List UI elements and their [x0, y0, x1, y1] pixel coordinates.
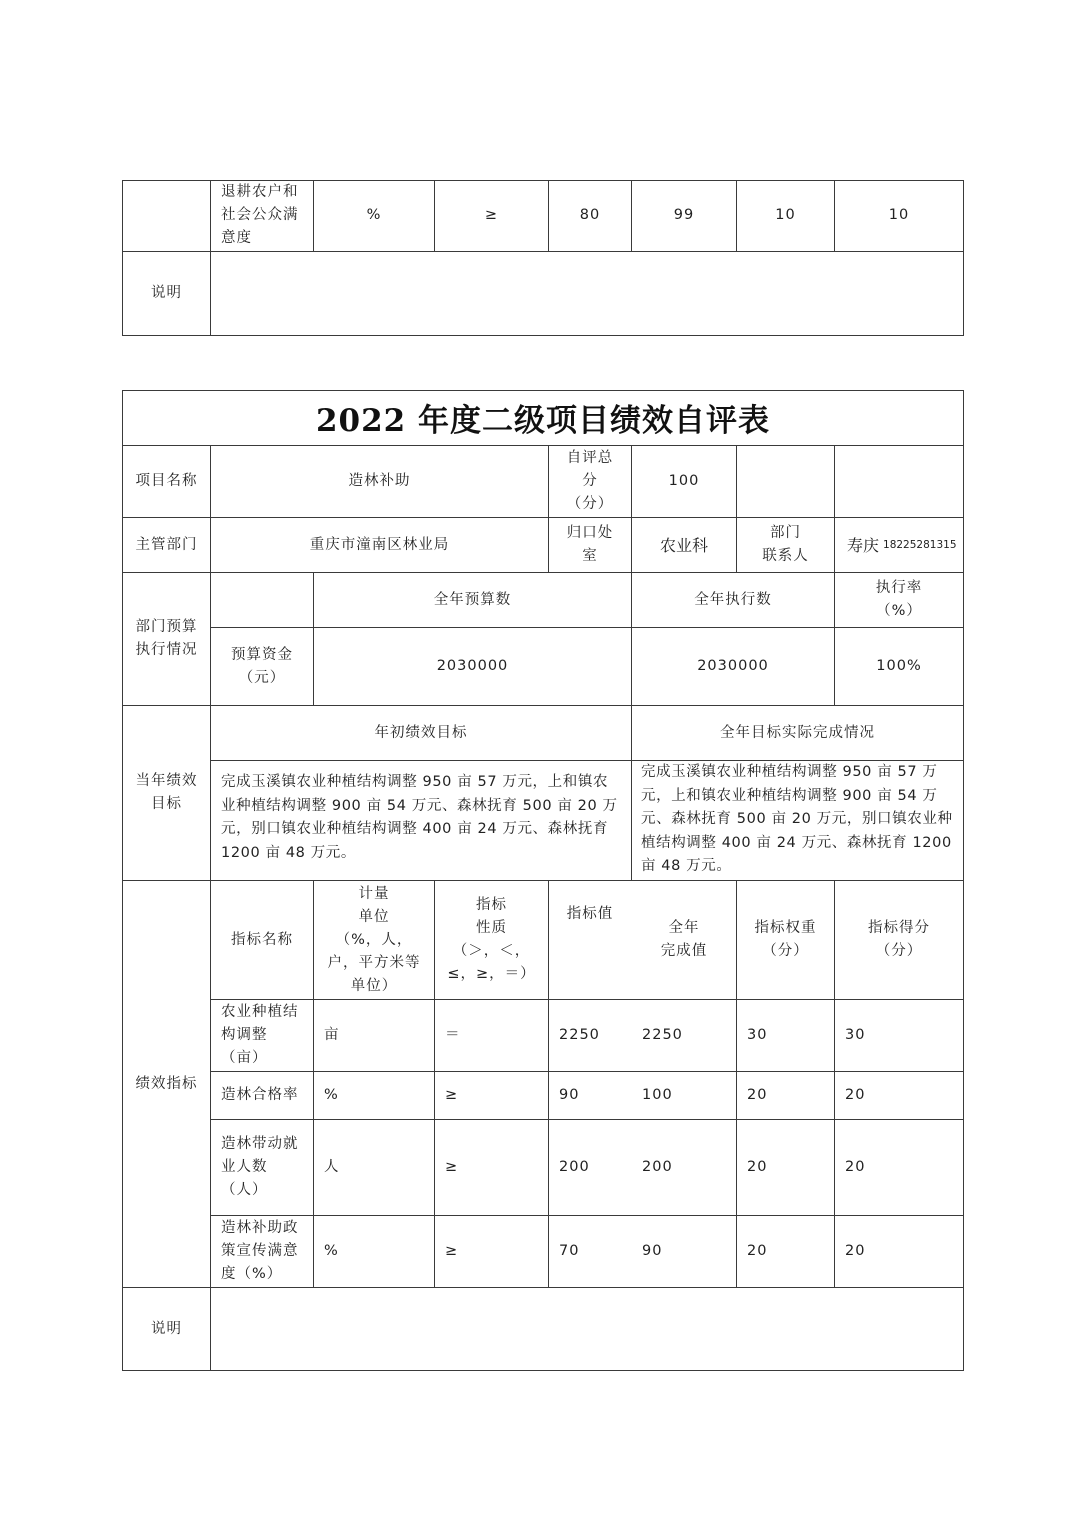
contact-cell [835, 518, 963, 572]
indicator-unit: 亩 [324, 1027, 340, 1043]
contact-phone: 18225281315 [883, 538, 957, 551]
indicators-label: 绩效指标 [135, 1075, 198, 1092]
indicator-score: 30 [845, 1027, 866, 1043]
project-name: 造林补助 [348, 473, 411, 489]
indicator-score: 20 [845, 1087, 866, 1103]
indicator-target: 200 [559, 1159, 590, 1175]
indicator-target: 70 [559, 1243, 580, 1259]
indicator-unit: % [366, 207, 382, 223]
dept-name: 重庆市潼南区林业局 [309, 536, 450, 553]
indicator-actual: 99 [673, 207, 695, 223]
form-title: 2022 年度二级项目绩效自评表 [315, 403, 771, 439]
budget-col-header: 全年预算数 [433, 591, 512, 608]
initial-goals-header: 年初绩效目标 [374, 724, 468, 741]
indicator-nature: ≥ [445, 1243, 459, 1259]
indicator-nature: ≥ [445, 1087, 459, 1103]
indicator-actual: 100 [642, 1087, 673, 1103]
rate-col-header: 执行率 （%） [875, 580, 923, 619]
indicator-weight: 10 [775, 207, 796, 223]
header-target: 指标值 [566, 906, 614, 922]
indicator-name: 农业种植结 构调整 （亩） [221, 1004, 299, 1066]
indicator-target: 90 [559, 1087, 580, 1103]
total-score-label: 自评总 分 （分） [566, 450, 614, 512]
indicator-target: 2250 [559, 1027, 600, 1043]
initial-goals-text: 完成玉溪镇农业种植结构调整 950 亩 57 万元，上和镇农业种植结构调整 900 亩 54 万元、森林抚育 500 亩 20 万元，别口镇农业种植结构调整 400 亩 24 万元、森林抚育 1200 亩 48 万元。 [221, 774, 618, 861]
indicator-weight: 20 [747, 1087, 768, 1103]
office-label: 归口处 室 [566, 525, 614, 564]
contact-label: 部门 联系人 [762, 525, 809, 564]
indicator-weight: 30 [747, 1027, 768, 1043]
indicator-name: 造林合格率 [221, 1087, 299, 1103]
header-score: 指标得分 （分） [868, 920, 930, 959]
indicator-nature: ≥ [484, 207, 499, 223]
note-label: 说明 [151, 1320, 182, 1337]
budget-value: 2030000 [436, 658, 509, 674]
indicator-weight: 20 [747, 1243, 768, 1259]
indicator-score: 10 [888, 207, 910, 223]
office-name: 农业科 [659, 535, 708, 555]
budget-label: 部门预算 执行情况 [135, 619, 198, 658]
dept-label: 主管部门 [135, 536, 198, 553]
header-actual: 全年 完成值 [660, 920, 708, 959]
indicator-nature: ≥ [445, 1159, 459, 1175]
header-nature: 指标 性质 （＞，＜， ≤，≥，＝） [447, 897, 536, 982]
header-unit: 计量 单位 （%，人， 户，平方米等 单位） [327, 885, 421, 994]
indicator-weight: 20 [747, 1159, 768, 1175]
goals-label: 当年绩效 目标 [135, 773, 198, 812]
indicator-name: 造林带动就 业人数 （人） [221, 1136, 299, 1198]
actual-goals-text: 完成玉溪镇农业种植结构调整 950 亩 57 万元，上和镇农业种植结构调整 900 亩 54 万元、森林抚育 500 亩 20 万元，别口镇农业种植结构调整 400 亩 24 万元、森林抚育 1200 亩 48 万元。 [641, 764, 953, 874]
rate-value: 100% [876, 658, 922, 674]
header-weight: 指标权重 （分） [754, 920, 817, 959]
indicator-unit: 人 [324, 1159, 340, 1175]
exec-col-header: 全年执行数 [694, 591, 772, 608]
total-score: 100 [668, 473, 700, 489]
indicator-actual: 200 [642, 1159, 673, 1175]
indicator-score: 20 [845, 1159, 866, 1175]
indicator-nature: ＝ [445, 1027, 461, 1043]
indicator-name: 退耕农户和 社会公众满 意度 [221, 184, 299, 246]
exec-value: 2030000 [697, 658, 769, 674]
indicator-unit: % [324, 1243, 339, 1259]
indicator-name: 造林补助政 策宣传满意 度（%） [221, 1220, 299, 1282]
indicator-actual: 2250 [642, 1027, 683, 1043]
actual-goals-header: 全年目标实际完成情况 [720, 724, 875, 741]
indicator-score: 20 [845, 1243, 866, 1259]
budget-row-label: 预算资金 （元） [231, 646, 293, 686]
indicator-unit: % [324, 1087, 339, 1103]
indicator-actual: 90 [642, 1243, 663, 1259]
indicator-target: 80 [579, 207, 601, 223]
project-name-label: 项目名称 [135, 473, 198, 489]
contact-name: 寿庆 [847, 535, 880, 555]
note-content[interactable] [211, 1288, 963, 1370]
header-indicator-name: 指标名称 [231, 931, 293, 948]
note-label: 说明 [151, 285, 182, 301]
